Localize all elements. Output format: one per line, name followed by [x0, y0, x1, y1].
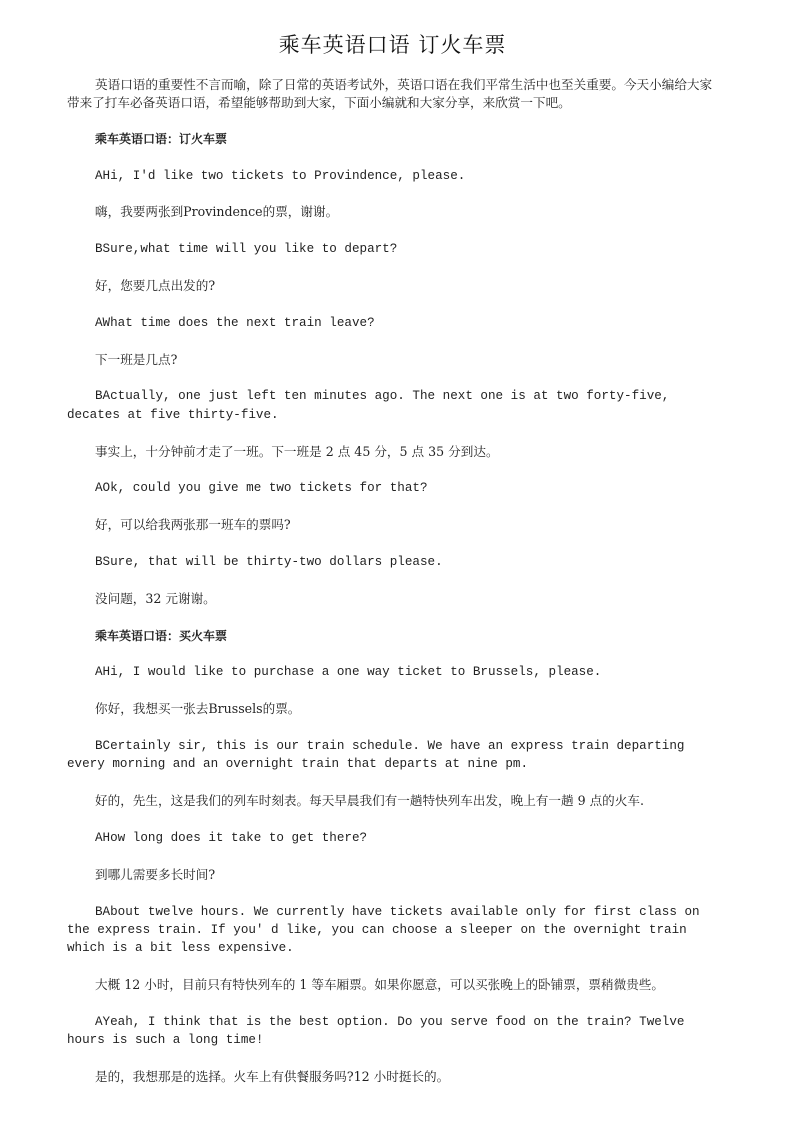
section-heading-buy-ticket: 乘车英语口语：买火车票	[95, 628, 228, 643]
dialogue-translation: 好的，先生，这是我们的列车时刻表。每天早晨我们有一趟特快列车出发，晚上有一趟 9 点的火车.	[95, 793, 644, 809]
dialogue-line: AHi, I'd like two tickets to Provindence, please.	[95, 168, 466, 183]
dialogue-line: AHow long does it take to get there?	[95, 830, 368, 845]
dialogue-translation: 大概 12 小时，目前只有特快列车的 1 等车厢票。如果你愿意，可以买张晚上的卧铺票，票稍微贵些。	[95, 977, 664, 993]
dialogue-translation: 好，可以给我两张那一班车的票吗?	[95, 517, 291, 533]
intro-paragraph: 英语口语的重要性不言而喻，除了日常的英语考试外，英语口语在我们平常生活中也至关重要。今天小编给大家带来了打车必备英语口语，希望能够帮助到大家，下面小编就和大家分享，来欣赏一下吧。	[67, 77, 713, 111]
dialogue-line: AYeah, I think that is the best option. Do you serve food on the train? Twelve hours is such a long time!	[67, 1014, 685, 1048]
dialogue-line: AOk, could you give me two tickets for that?	[95, 481, 428, 496]
page-title: 乘车英语口语 订火车票	[278, 33, 507, 57]
dialogue-translation: 好，您要几点出发的?	[95, 278, 216, 293]
dialogue-translation: 是的，我想那是的选择。火车上有供餐服务吗?12 小时挺长的。	[95, 1069, 450, 1085]
dialogue-line: BCertainly sir, this is our train schedule. We have an express train departing every morning and an overnight train that departs at nine pm.	[67, 738, 685, 772]
dialogue-translation: 下一班是几点?	[95, 351, 178, 367]
dialogue-line: BAbout twelve hours. We currently have tickets available only for first class on the express train. If you' d like, you can choose a sleeper on the overnight train which is a bit less expensive.	[67, 904, 700, 956]
dialogue-translation: 你好，我想买一张去Brussels的票。	[95, 701, 301, 717]
dialogue-line: AHi, I would like to purchase a one way ticket to Brussels, please.	[95, 665, 602, 680]
dialogue-translation: 事实上，十分钟前才走了一班。下一班是 2 点 45 分，5 点 35 分到达。	[95, 443, 499, 459]
dialogue-line: BSure, that will be thirty-two dollars please.	[95, 554, 443, 569]
dialogue-line: AWhat time does the next train leave?	[95, 315, 375, 330]
dialogue-translation: 嗨，我要两张到Provindence的票，谢谢。	[95, 204, 339, 220]
dialogue-line: BActually, one just left ten minutes ago. The next one is at two forty-five, decates at five thirty-five.	[67, 389, 670, 422]
dialogue-line: BSure,what time will you like to depart?	[95, 242, 398, 257]
section-heading-book-ticket: 乘车英语口语：订火车票	[95, 131, 228, 146]
dialogue-translation: 没问题，32 元谢谢。	[95, 590, 216, 606]
dialogue-translation: 到哪儿需要多长时间?	[95, 866, 216, 882]
